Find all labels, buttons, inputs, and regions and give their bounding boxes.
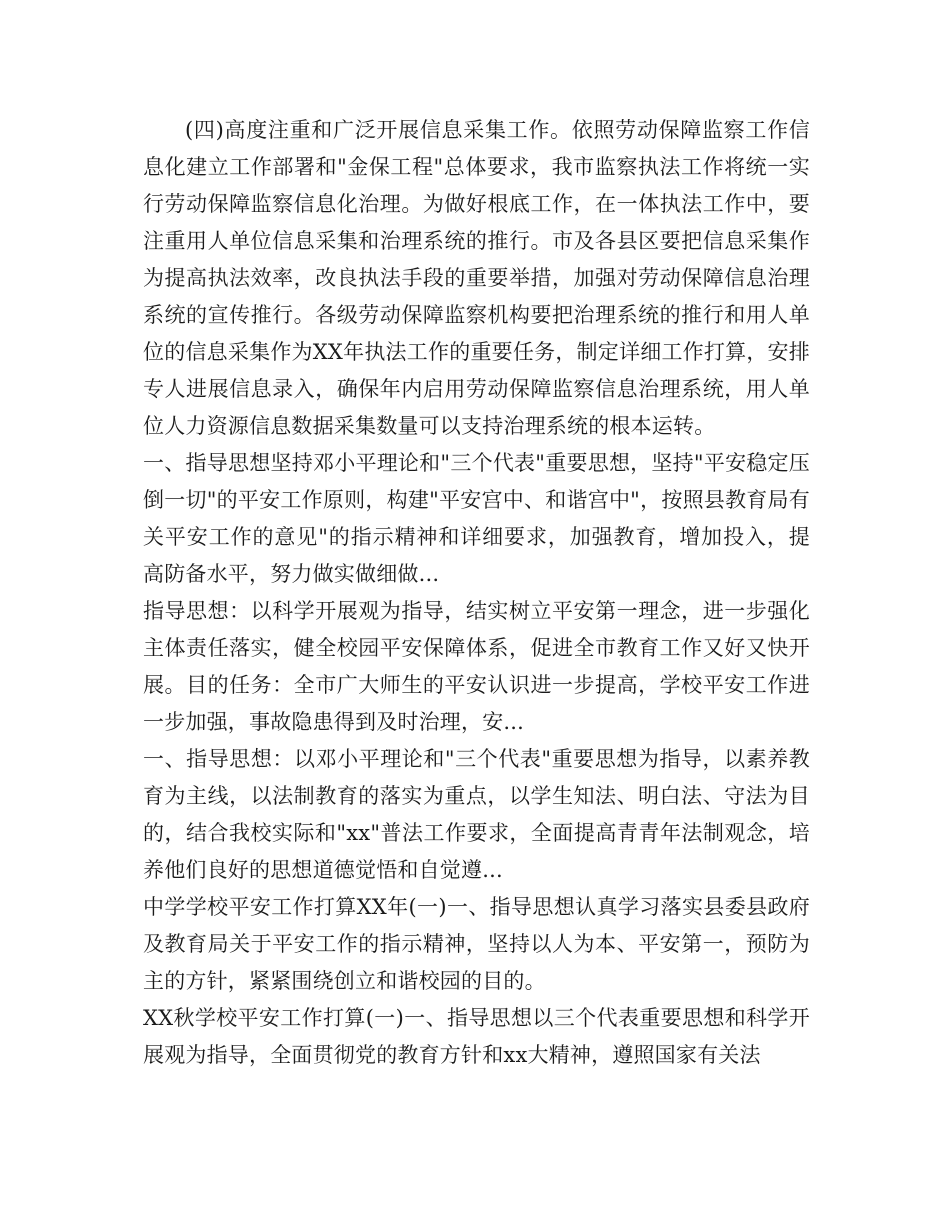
paragraph-autumn-school-plan: XX秋学校平安工作打算(一)一、指导思想以三个代表重要思想和科学开展观为指导，全面贯彻党的教育方针和xx大精神，遵照国家有关法 bbox=[143, 1006, 810, 1067]
document-body bbox=[143, 112, 810, 1074]
paragraph-guiding-thought-2: 指导思想：以科学开展观为指导，结实树立平安第一理念，进一步强化主体责任落实，健全校园平安保障体系，促进全市教育工作又好又快开展。目的任务：全市广大师生的平安认识进一步提高，学校平安工作进一步加强，事故隐患得到及时治理，安... bbox=[143, 599, 810, 734]
paragraph-guiding-thought-3: 一、指导思想：以邓小平理论和"三个代表"重要思想为指导，以素养教育为主线，以法制教育的落实为重点，以学生知法、明白法、守法为目的，结合我校实际和"xx"普法工作要求，全面提高青青年法制观念，培养他们良好的思想道德觉悟和自觉遵... bbox=[143, 747, 810, 882]
paragraph-guiding-thought-1: 一、指导思想坚持邓小平理论和"三个代表"重要思想，坚持"平安稳定压倒一切"的平安工作原则，构建"平安宫中、和谐宫中"，按照县教育局有关平安工作的意见"的指示精神和详细要求，加强教育，增加投入，提高防备水平，努力做实做细做... bbox=[143, 451, 810, 586]
paragraph-info-collection: (四)高度注重和广泛开展信息采集工作。依照劳动保障监察工作信息化建立工作部署和"金保工程"总体要求，我市监察执法工作将统一实行劳动保障监察信息化治理。为做好根底工作，在一体执法工作中，要注重用人单位信息采集和治理系统的推行。市及各县区要把信息采集作为提高执法效率，改良执法手段的重要举措，加强对劳动保障信息治理系统的宣传推行。各级劳动保障监察机构要把治理系统的推行和用人单位的信息采集作为XX年执法工作的重要任务，制定详细工作打算，安排专人进展信息录入，确保年内启用劳动保障监察信息治理系统，用人单位人力资源信息数据采集数量可以支持治理系统的根本运转。 bbox=[143, 118, 810, 438]
paragraph-middle-school-plan: 中学学校平安工作打算XX年(一)一、指导思想认真学习落实县委县政府及教育局关于平安工作的指示精神，坚持以人为本、平安第一，预防为主的方针，紧紧围绕创立和谐校园的目的。 bbox=[143, 895, 810, 993]
